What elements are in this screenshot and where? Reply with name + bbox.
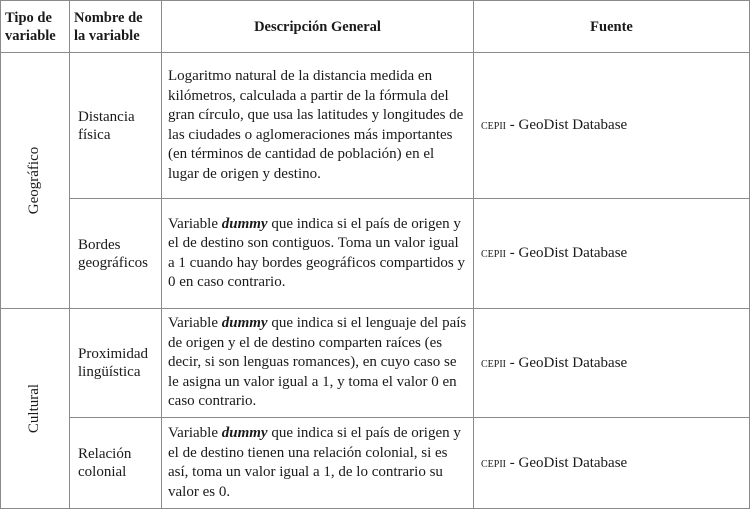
- desc-post: que indica si el país de origen y el de destino tienen una relación colonial, si es así, toma un valor igual a 1, de lo contrario su valor es 0.: [168, 425, 461, 500]
- variable-source: [474, 418, 750, 509]
- variable-name: Proximidad lingüística: [70, 309, 162, 418]
- variable-source: [474, 199, 750, 309]
- variable-description: [162, 418, 474, 509]
- variable-source: [474, 309, 750, 418]
- variable-source: [474, 53, 750, 199]
- group-cell-cultural: [1, 309, 70, 509]
- desc-emphasis: dummy: [221, 315, 268, 332]
- variable-description: [162, 309, 474, 418]
- header-tipo: Tipo de variable: [1, 1, 70, 53]
- desc-pre: Variable: [168, 315, 222, 332]
- source-rest: - GeoDist Database: [506, 354, 628, 371]
- table-row: [1, 309, 750, 418]
- source-rest: - GeoDist Database: [506, 117, 628, 133]
- desc-emphasis: dummy: [221, 215, 268, 232]
- header-descripcion: Descripción General: [162, 1, 474, 53]
- source-org: cepii: [481, 246, 506, 261]
- source-rest: - GeoDist Database: [506, 245, 628, 261]
- variable-name: Bordes geográficos: [70, 199, 162, 309]
- table-row: [1, 418, 750, 509]
- source-org: cepii: [481, 118, 506, 133]
- header-fuente: Fuente: [474, 1, 750, 53]
- desc-emphasis: dummy: [221, 425, 268, 441]
- desc-post: que indica si el país de origen y el de destino son contiguos. Toma un valor igual a 1 cuando hay bordes geográficos compartidos y 0 en caso contrario.: [168, 215, 465, 290]
- variable-name: Distancia física: [70, 53, 162, 199]
- variable-description: Logaritmo natural de la distancia medida en kilómetros, calculada a partir de la fórmula del gran círculo, que usa las latitudes y longitudes de las ciudades o aglomeraciones más importantes (en términos de cantidad de población) en el lugar de origen y destino.: [162, 53, 474, 199]
- table-row: [1, 199, 750, 309]
- header-nombre: Nombre de la variable: [70, 1, 162, 53]
- source-rest: - GeoDist Database: [506, 454, 628, 471]
- desc-pre: Variable: [168, 215, 222, 232]
- desc-post: que indica si el lenguaje del país de origen y el de destino comparten raíces (es decir, si son lenguas romances), en cuyo caso se le asigna un valor igual a 1, y toma el valor 0 en caso contrario.: [168, 315, 467, 410]
- table-row: [1, 53, 750, 199]
- source-org: cepii: [481, 455, 506, 471]
- variable-name: Relación colonial: [70, 418, 162, 509]
- group-label-cultural: Cultural: [26, 383, 43, 434]
- group-label-geografico: Geográfico: [26, 146, 43, 215]
- desc-pre: Variable: [168, 425, 222, 441]
- variable-description: [162, 199, 474, 309]
- header-row: [1, 1, 750, 53]
- group-cell-geografico: [1, 53, 70, 309]
- source-org: cepii: [481, 355, 506, 371]
